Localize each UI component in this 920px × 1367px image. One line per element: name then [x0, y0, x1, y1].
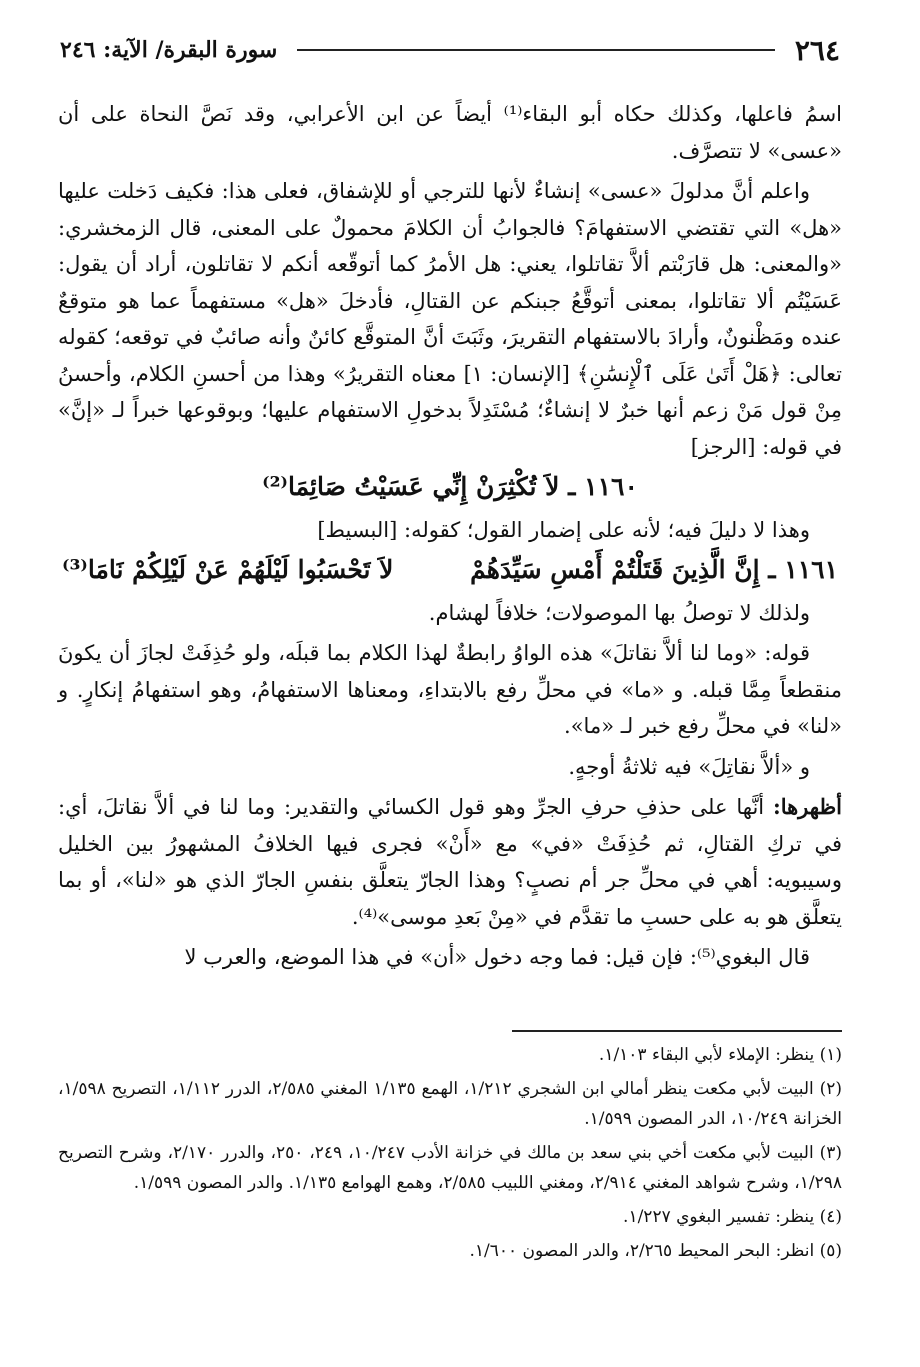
verse-1161 [58, 552, 842, 589]
footnote-2: (٢) البيت لأبي مكعت ينظر أمالي ابن الشجري ١/٢١٢، الهمع ١/١٣٥ المغني ٢/٥٨٥، الدرر ١/١١٢، التصريح ١/٥٩٨، الخزانة ١٠/٢٤٩، الدر المصون ١/٥٩٩. [58, 1079, 842, 1129]
paragraph-7-lead: أظهرها: [772, 794, 842, 819]
paragraph-8: قال البغوي⁽⁵⁾: فإن قيل: فما وجه دخول «أن» في هذا الموضع، والعرب لا [184, 945, 810, 969]
footnotes [58, 1040, 842, 1270]
paragraph-1: اسمُ فاعلها، وكذلك حكاه أبو البقاء⁽¹⁾ أيضاً عن ابن الأعرابي، وقد نَصَّ النحاة على أن «عسى» لا تتصرَّف. [58, 102, 842, 163]
main-text [58, 96, 842, 980]
paragraph-7 [58, 789, 842, 935]
paragraph-4: ولذلك لا توصلُ بها الموصولات؛ خلافاً لهشام. [428, 600, 810, 625]
page-number: ٢٦٤ [794, 33, 840, 67]
running-header [60, 28, 840, 72]
paragraph-3: وهذا لا دليلَ فيه؛ لأنه على إضمار القول؛ كقوله: [البسيط] [317, 517, 810, 542]
footnote-separator [512, 1030, 842, 1032]
verse-1161-second-hemistich: لاَ تَحْسَبُوا لَيْلَهُمْ عَنْ لَيْلِكُمْ نَامَا⁽³⁾ [62, 555, 394, 584]
footnote-5: (٥) انظر: البحر المحيط ٢/٢٦٥، والدر المصون ١/٦٠٠. [469, 1241, 842, 1261]
paragraph-2: واعلم أنَّ مدلولَ «عسى» إنشاءٌ لأنها للترجي أو للإشفاق، فعلى هذا: فكيف دَخلت عليها «هل» التي تقتضي الاستفهامَ؟ فالجوابُ أن الكلامَ محمولٌ على المعنى، قال الزمخشري: «والمعنى: هل قارَبْتم ألاَّ تقاتلوا، يعني: هل الأمرُ كما أتوقّعه أنكم لا تقاتلون، أراد أن يقول: عَسَيْتُم ألا تقاتلوا، بمعنى أتوقَّعُ جبنكم عن القتالِ، فأدخلَ «هل» مستفهماً عما هو متوقعٌ عنده ومَظْنونٌ، وأرادَ بالاستفهام التقريرَ، وثَبَتَ أنَّ المتوقَّع كائنٌ وأنه صائبٌ في توقعه؛ كقوله تعالى: ﴿هَلْ أَتَىٰ عَلَى ٱلْإِنسَٰنِ﴾ [الإنسان: ١] معناه التقريرُ» وهذا من أحسنِ الكلام، وأحسنُ مِنْ قول مَنْ زعم أنها خبرٌ لا إنشاءٌ؛ مُسْتَدِلاً بدخولِ الاستفهام عليها؛ وبوقوعها خبراً لـ «إنَّ» في قوله: [الرجز] [58, 179, 842, 459]
paragraph-7-text: أنَّها على حذفِ حرفِ الجرِّ وهو قول الكسائي والتقدير: وما لنا في ألاَّ نقاتلَ، أي: في تركِ القتالِ، ثم حُذِفَتْ «في» مع «أَنْ» فجرى فيها الخلافُ المشهورُ بين الخليل وسيبويه: أهي في محلِّ جر أم نصبٍ؟ وهذا الجارّ يتعلَّق بنفسِ الجارّ الذي هو «لنا»، أو بما يتعلَّق هو به على حسبِ ما تقدَّم في «مِنْ بَعدِ موسى»⁽⁴⁾. [58, 795, 842, 929]
paragraph-6: و «ألاَّ نقاتِلَ» فيه ثلاثةُ أوجهٍ. [568, 754, 810, 779]
paragraph-5: قوله: «وما لنا ألاَّ نقاتلَ» هذه الواوُ رابطةٌ لهذا الكلام بما قبلَه، ولو حُذِفَتْ لجازَ أن يكونَ منقطعاً مِمَّا قبله. و «ما» في محلِّ رفع بالابتداءِ، ومعناها الاستفهامُ، وهو استفهامُ إنكارٍ. و «لنا» في محلِّ رفع خبر لـ «ما». [58, 641, 842, 738]
surah-reference: سورة البقرة/ الآية: ٢٤٦ [60, 37, 278, 63]
footnote-4: (٤) ينظر: تفسير البغوي ١/٢٢٧. [623, 1207, 842, 1227]
verse-1161-first-hemistich: ١١٦١ ـ إِنَّ الَّذِينَ قَتَلْتُمْ أَمْسِ سَيِّدَهُمْ [470, 555, 838, 584]
footnote-3: (٣) البيت لأبي مكعت أخي بني سعد بن مالك في خزانة الأدب ١٠/٢٤٧، ٢٤٩، ٢٥٠، والدرر ٢/١٧٠، وشرح التصريح ١/٢٩٨، وشرح شواهد المغني ٢/٩١٤، ومغني اللبيب ٢/٥٨٥، وهمع الهوامع ١/١٣٥. والدر المصون ١/٥٩٩. [58, 1143, 843, 1193]
verse-1160: ١١٦٠ ـ لاَ تُكْثِرَنْ إِنِّي عَسَيْتُ صَائِمَا⁽²⁾ [262, 472, 638, 501]
header-rule [297, 49, 775, 51]
footnote-1: (١) ينظر: الإملاء لأبي البقاء ١/١٠٣. [598, 1045, 842, 1065]
